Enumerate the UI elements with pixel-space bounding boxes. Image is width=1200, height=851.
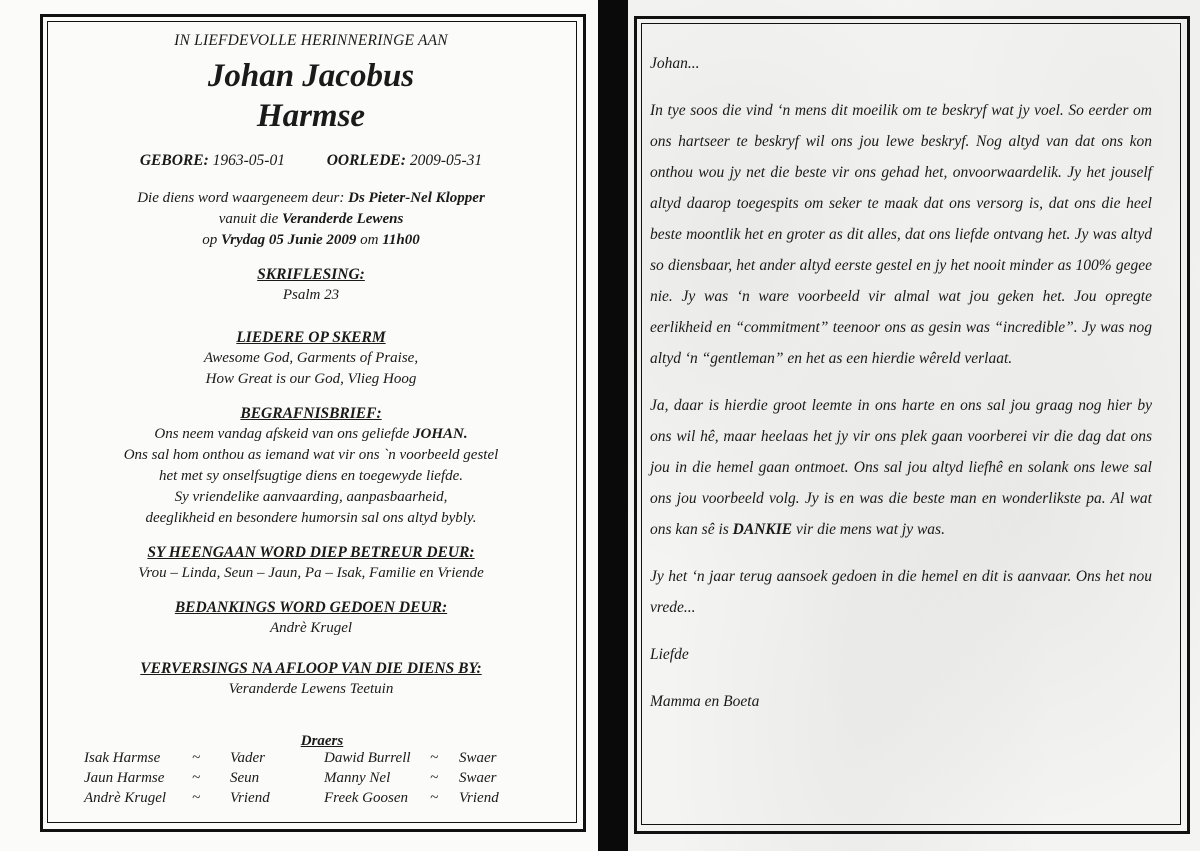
service-officiant: Ds Pieter-Nel Klopper: [348, 190, 485, 206]
songs-body: [48, 348, 574, 390]
mourners-body: [48, 563, 574, 584]
mourners-title: SY HEENGAAN WORD DIEP BETREUR DEUR:: [147, 544, 475, 561]
refreshments-line: Veranderde Lewens Teetuin: [228, 681, 394, 697]
service-line-2: [48, 209, 574, 230]
songs-line: Awesome God, Garments of Praise,: [203, 350, 419, 366]
born-label: GEBORE:: [139, 152, 209, 169]
bearer-relation: Vriend: [459, 790, 499, 806]
scripture-body: [48, 285, 574, 306]
refreshments-title: VERVERSINGS NA AFLOOP VAN DIE DIENS BY:: [140, 660, 482, 677]
letter-closing: Liefde: [650, 646, 689, 663]
service-info: [48, 188, 574, 251]
eulogy-line: deeglikheid en besondere humorsin sal ons altyd bybly.: [145, 510, 477, 526]
letter-greeting: Johan...: [650, 55, 700, 72]
born-date: 1963-05-01: [212, 152, 285, 169]
service-date-prefix: op: [202, 232, 218, 248]
thanks-title: BEDANKINGS WORD GEDOEN DEUR:: [174, 599, 448, 616]
bearer-relation: Vriend: [230, 790, 270, 806]
scripture-line: Psalm 23: [282, 287, 340, 303]
service-line-1: [48, 188, 574, 209]
letter-text: Ja, daar is hierdie groot leemte in ons harte en ons sal jou graag nog hier by ons wil hê, maar heelaas het jy vir ons plek gaan voorberei vir die dag dat ons jou in die hemel gaan ontmoet. Ons sal jou altyd liefhê en solank ons lewe sal ons jou voorbeeld volg. Jy is en was die beste man en wonderlikste pa. Al wat ons kan sê is: [650, 397, 1152, 538]
thanks-body: [48, 618, 574, 639]
bearers-row: [84, 750, 544, 770]
dates-line: [48, 152, 574, 170]
bearer-name: Andrè Krugel: [84, 790, 167, 806]
bearer-name: Isak Harmse: [84, 750, 161, 766]
died-label: OORLEDE:: [326, 152, 406, 169]
refreshments-body: [48, 679, 574, 700]
letter-signature: Mamma en Boeta: [650, 693, 760, 710]
service-time: 11h00: [382, 232, 420, 248]
bearers-title: Draers: [300, 733, 344, 749]
bearer-name: Manny Nel: [324, 770, 391, 786]
bearer-relation: Swaer: [459, 770, 497, 786]
eulogy-line: het met sy onselfsugtige diens en toegewyde liefde.: [158, 468, 464, 484]
eulogy-body: [48, 424, 574, 529]
service-date: Vrydag 05 Junie 2009: [220, 232, 357, 248]
eulogy-name: JOHAN.: [413, 426, 468, 442]
eulogy-title: BEGRAFNISBRIEF:: [240, 405, 382, 422]
right-page: [628, 0, 1200, 851]
service-line-3: [48, 230, 574, 251]
bearers-row: [84, 790, 544, 810]
bearer-separator: ~: [192, 790, 201, 806]
bearer-separator: ~: [430, 770, 439, 786]
service-time-prefix: om: [360, 232, 379, 248]
bearer-separator: ~: [192, 770, 201, 786]
bearer-name: Freek Goosen: [324, 790, 408, 806]
name-first: Johan Jacobus: [207, 58, 415, 94]
eulogy-line: Ons sal hom onthou as iemand wat vir ons `n voorbeeld gestel: [123, 447, 499, 463]
died-date: 2009-05-31: [409, 152, 483, 169]
service-place: Veranderde Lewens: [282, 211, 404, 227]
service-officiant-prefix: Die diens word waargeneem deur:: [137, 190, 345, 206]
letter-paragraph-1: In tye soos die vind ‘n mens dit moeilik om te beskryf wat jy voel. So eerder om ons hartseer te beskryf wil ons jou lewe beskryf. Nog altyd van dat ons kon onthou wou jy net die beste vir ons gehad het, onvoorwaardelik. Jy het jouself altyd daarop toegespits om seker te maak dat ons versorg is, dat ons die heel beste moontlik het en groter as dit alles, dat ons liefde ontvang het. Jy was altyd so diensbaar, het ander altyd eerste gestel en jy het nooit minder as 100% gegee nie. Jy was ‘n ware voorbeeld vir almal wat jou geken het. Jou opregte eerlikheid en “commitment” teenoor ons as gesin was “incredible”. Jy was nog altyd ‘n “gentleman” en het as een hierdie wêreld verlaat.: [650, 102, 1152, 367]
bearer-relation: Seun: [230, 770, 260, 786]
left-page: [0, 0, 598, 851]
service-place-prefix: vanuit die: [218, 211, 279, 227]
bearers-table: [84, 733, 544, 810]
left-content: [48, 26, 574, 700]
memorial-heading: IN LIEFDEVOLLE HERINNERINGE AAN: [174, 32, 448, 49]
bearer-separator: ~: [430, 790, 439, 806]
spine: [598, 0, 628, 851]
songs-line: How Great is our God, Vlieg Hoog: [205, 371, 417, 387]
bearer-relation: Swaer: [459, 750, 497, 766]
name-last: Harmse: [256, 98, 366, 134]
bearer-relation: Vader: [230, 750, 265, 766]
songs-title: LIEDERE OP SKERM: [236, 329, 386, 346]
bearer-name: Dawid Burrell: [324, 750, 411, 766]
scripture-title: SKRIFLESING:: [257, 266, 365, 283]
letter-text: vir die mens wat jy was.: [795, 521, 945, 538]
letter: [650, 48, 1152, 717]
eulogy-line: Sy vriendelike aanvaarding, aanpasbaarheid,: [174, 489, 448, 505]
thanks-line: Andrè Krugel: [269, 620, 353, 636]
eulogy-line: [48, 424, 574, 445]
eulogy-text: Ons neem vandag afskeid van ons geliefde: [154, 426, 410, 442]
bearer-separator: ~: [192, 750, 201, 766]
letter-paragraph-3: Jy het ‘n jaar terug aansoek gedoen in die hemel en dit is aanvaar. Ons het nou vrede...: [650, 568, 1152, 616]
bearer-name: Jaun Harmse: [84, 770, 165, 786]
letter-emphasis: DANKIE: [732, 521, 793, 538]
bearer-separator: ~: [430, 750, 439, 766]
mourners-line: Vrou – Linda, Seun – Jaun, Pa – Isak, Familie en Vriende: [138, 565, 484, 581]
letter-paragraph-2: [650, 390, 1152, 545]
bearers-row: [84, 770, 544, 790]
